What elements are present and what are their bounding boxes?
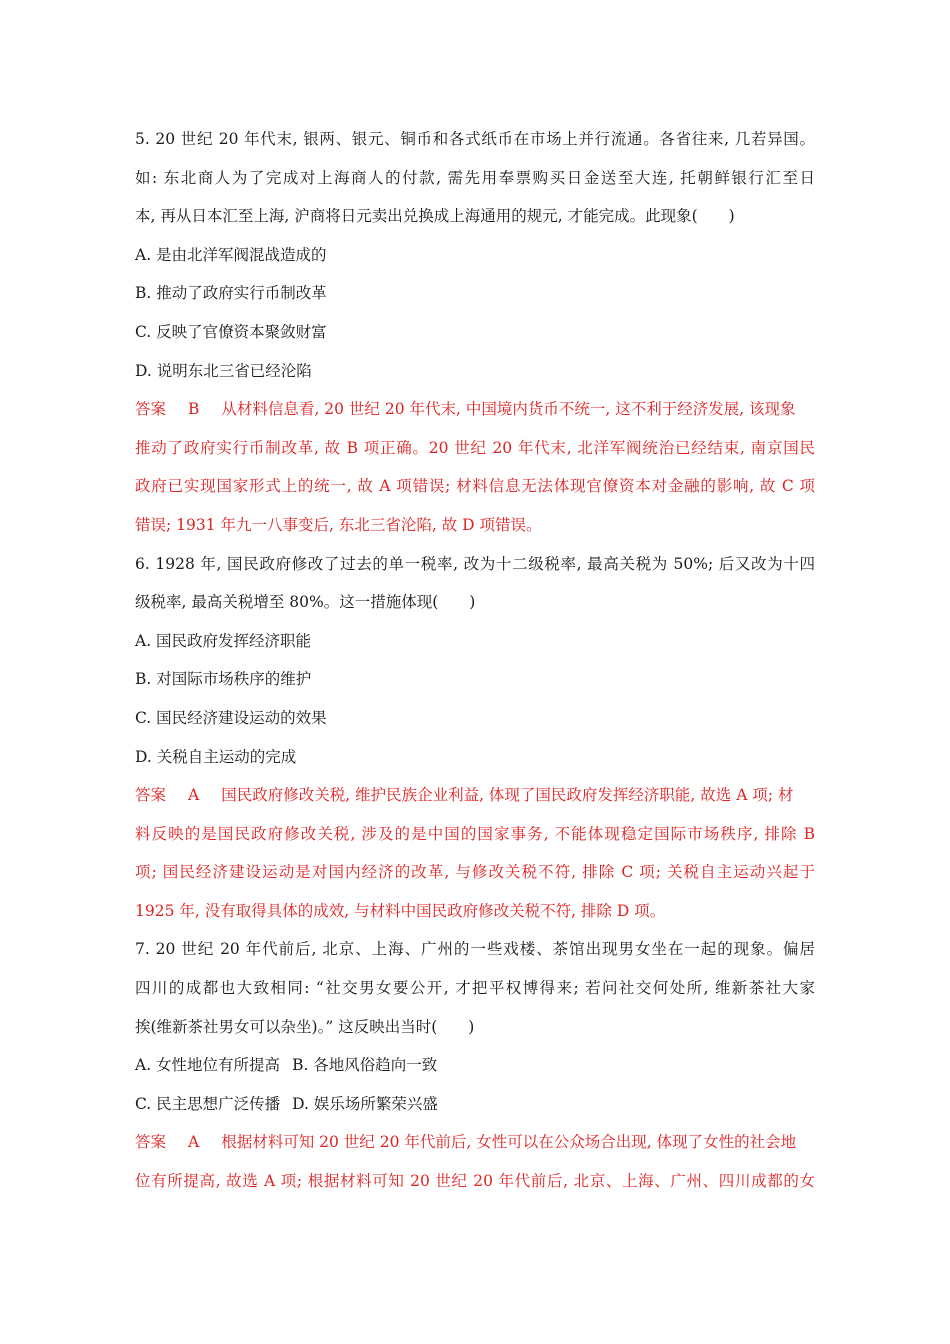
question-stem-line: 5. 20 世纪 20 年代末, 银两、银元、铜币和各式纸币在市场上并行流通。各省往来, 几若异国。 bbox=[135, 130, 815, 148]
option-b: B. 推动了政府实行币制改革 bbox=[135, 284, 327, 303]
question-7 bbox=[135, 930, 815, 1200]
answer-line bbox=[135, 1123, 815, 1162]
answer-explanation-line: 料反映的是国民政府修改关税, 涉及的是中国的国家事务, 不能体现稳定国际市场秩序, 排除 B bbox=[135, 824, 815, 843]
question-stem-line: 7. 20 世纪 20 年代前后, 北京、上海、广州的一些戏楼、茶馆出现男女坐在一起的现象。偏居 bbox=[135, 940, 815, 959]
answer-label: 答案 bbox=[135, 786, 167, 805]
option-d: D. 说明东北三省已经沦陷 bbox=[135, 361, 312, 380]
option-c: C. 民主思想广泛传播 bbox=[135, 1094, 281, 1113]
answer-explanation: 根据材料可知 20 世纪 20 年代前后, 女性可以在公众场合出现, 体现了女性的社会地 bbox=[221, 1133, 797, 1152]
answer-letter: A bbox=[188, 786, 200, 805]
answer-label: 答案 bbox=[135, 400, 167, 419]
question-stem-line: 如: 东北商人为了完成对上海商人的付款, 需先用奉票购买日金送至大连, 托朝鲜银行汇至日 bbox=[135, 168, 815, 187]
option-b: B. 各地风俗趋向一致 bbox=[292, 1056, 438, 1075]
option-a: A. 是由北洋军阀混战造成的 bbox=[135, 245, 327, 264]
answer-explanation: 国民政府修改关税, 维护民族企业利益, 体现了国民政府发挥经济职能, 故选 A 项; 材 bbox=[221, 786, 794, 805]
question-6 bbox=[135, 545, 815, 931]
question-stem-line: 级税率, 最高关税增至 80%。这一措施体现( ) bbox=[135, 593, 476, 612]
question-stem-line: 本, 再从日本汇至上海, 沪商将日元卖出兑换成上海通用的规元, 才能完成。此现象( ) bbox=[135, 207, 735, 226]
answer-explanation-line: 政府已实现国家形式上的统一, 故 A 项错误; 材料信息无法体现官僚资本对金融的影响, 故 C 项 bbox=[135, 477, 815, 496]
option-c: C. 反映了官僚资本聚敛财富 bbox=[135, 322, 327, 341]
answer-label: 答案 bbox=[135, 1133, 167, 1152]
answer-explanation-line: 推动了政府实行币制改革, 故 B 项正确。20 世纪 20 年代末, 北洋军阀统治已经结束, 南京国民 bbox=[135, 438, 815, 457]
option-row bbox=[135, 1046, 815, 1085]
question-5 bbox=[135, 120, 815, 545]
answer-explanation-line: 位有所提高, 故选 A 项; 根据材料可知 20 世纪 20 年代前后, 北京、上海、广州、四川成都的女 bbox=[135, 1172, 815, 1191]
option-a: A. 国民政府发挥经济职能 bbox=[135, 631, 312, 650]
answer-explanation-line: 项; 国民经济建设运动是对国内经济的改革, 与修改关税不符, 排除 C 项; 关税自主运动兴起于 bbox=[135, 863, 815, 882]
option-d: D. 关税自主运动的完成 bbox=[135, 747, 297, 766]
answer-explanation: 从材料信息看, 20 世纪 20 年代末, 中国境内货币不统一, 这不利于经济发展, 该现象 bbox=[221, 400, 796, 419]
question-stem-line: 6. 1928 年, 国民政府修改了过去的单一税率, 改为十二级税率, 最高关税为 50%; 后又改为十四 bbox=[135, 554, 815, 573]
answer-letter: A bbox=[188, 1133, 200, 1152]
answer-letter: B bbox=[188, 400, 200, 419]
answer-explanation-line: 1925 年, 没有取得具体的成效, 与材料中国民政府修改关税不符, 排除 D 项。 bbox=[135, 901, 666, 920]
option-c: C. 国民经济建设运动的效果 bbox=[135, 708, 327, 727]
option-b: B. 对国际市场秩序的维护 bbox=[135, 670, 312, 689]
option-d: D. 娱乐场所繁荣兴盛 bbox=[292, 1094, 438, 1113]
question-stem-line: 挨(维新茶社男女可以杂坐)。” 这反映出当时( ) bbox=[135, 1017, 475, 1036]
answer-explanation-line: 错误; 1931 年九一八事变后, 东北三省沦陷, 故 D 项错误。 bbox=[135, 515, 542, 534]
answer-line bbox=[135, 390, 815, 429]
answer-line bbox=[135, 776, 815, 815]
document-page bbox=[135, 120, 815, 1201]
option-a: A. 女性地位有所提高 bbox=[135, 1056, 281, 1075]
option-row bbox=[135, 1085, 815, 1124]
question-stem-line: 四川的成都也大致相同: “社交男女要公开, 才把平权博得来; 若问社交何处所, 维新茶社大家 bbox=[135, 979, 815, 998]
